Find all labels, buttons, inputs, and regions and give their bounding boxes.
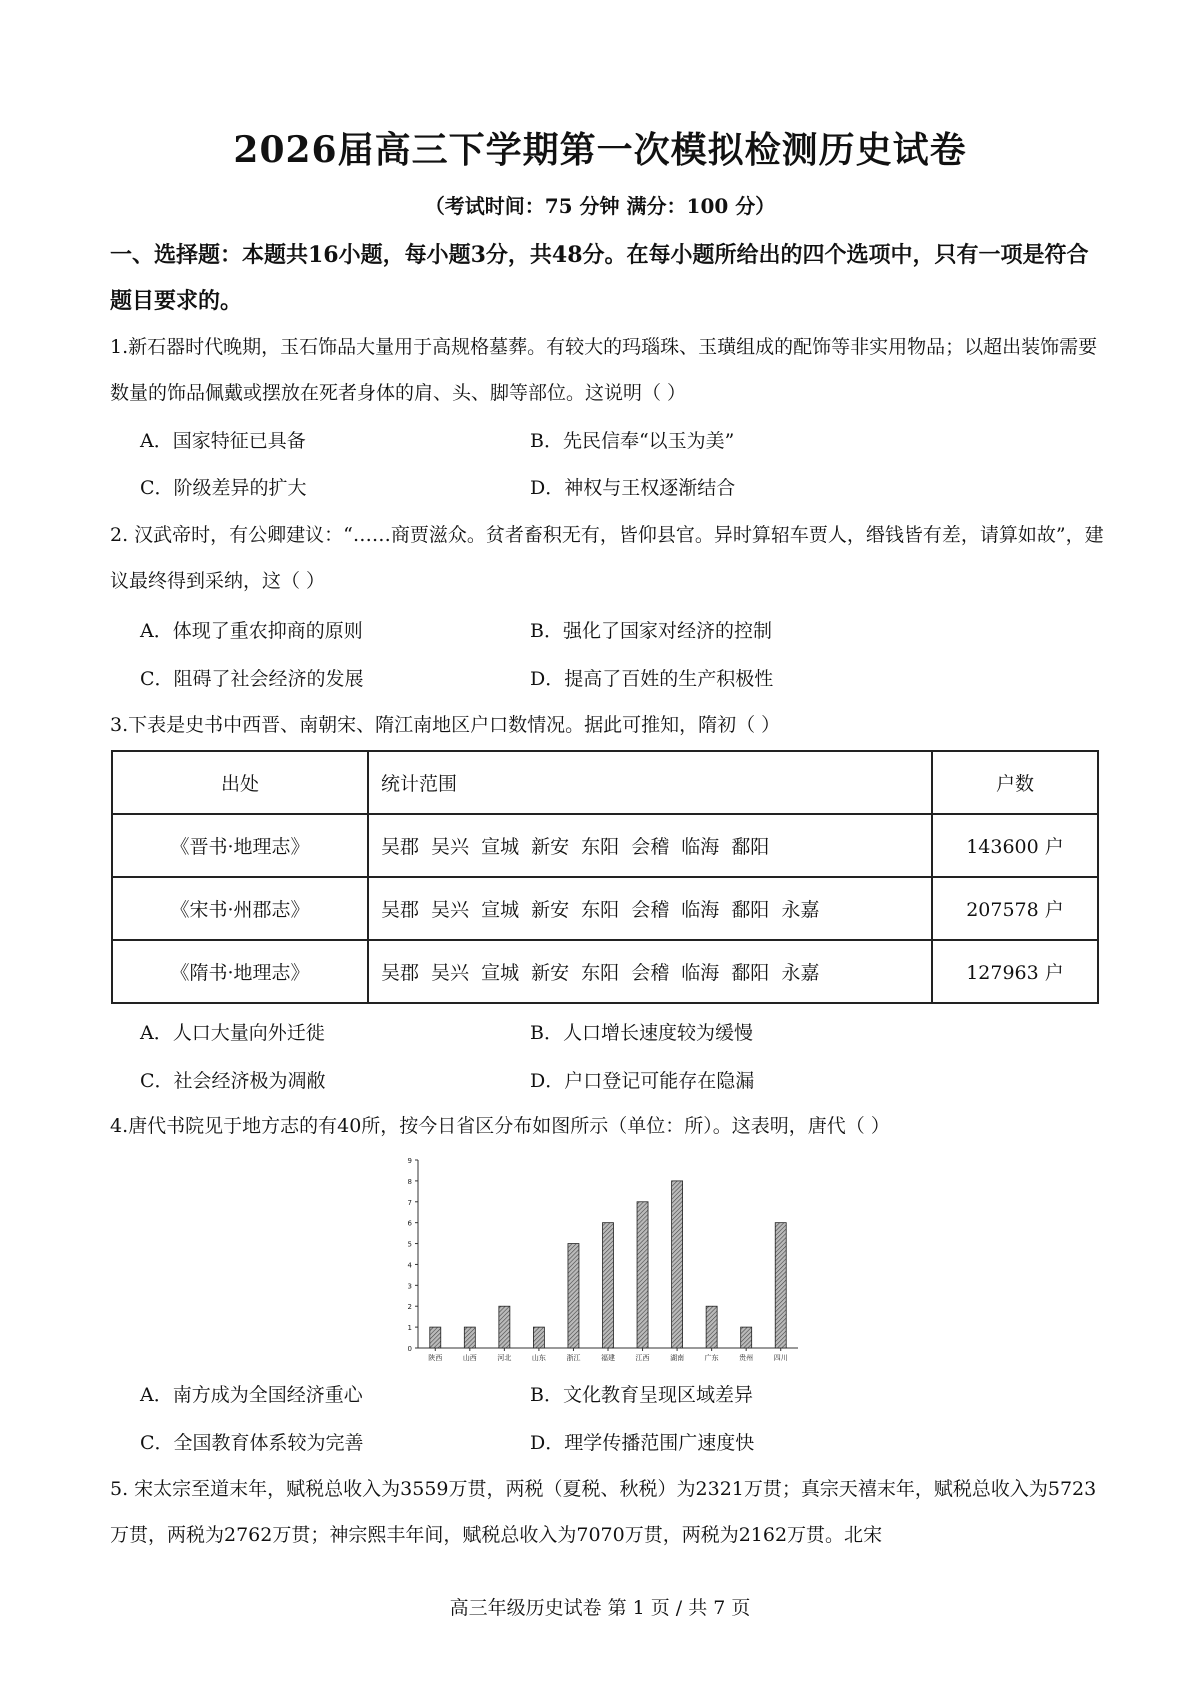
q4-option-d: D．理学传播范围广速度快 [530,1432,755,1454]
y-tick-label: 1 [407,1324,412,1333]
question-1-stem: 1.新石器时代晚期，玉石饰品大量用于高规格墓葬。有较大的玛瑙珠、玉璜组成的配饰等非实用物品；以超出装饰需要数量的饰品佩戴或摆放在死者身体的肩、头、脚等部位。这说明（ ） [110,336,1098,404]
table-header: 户数 [932,751,1098,814]
table-cell-scope: 吴郡 吴兴 宣城 新安 东阳 会稽 临海 鄱阳 永嘉 [368,877,932,940]
q4-option-b: B．文化教育呈现区域差异 [530,1384,753,1406]
x-tick-label: 湖南 [670,1354,685,1362]
page-footer: 高三年级历史试卷 第 1 页 / 共 7 页 [449,1597,751,1619]
bar [533,1327,544,1348]
q1-option-c: C．阶级差异的扩大 [140,477,307,499]
q3-option-c: C．社会经济极为凋敝 [140,1070,326,1092]
x-tick-label: 广东 [704,1354,719,1362]
y-tick-label: 2 [407,1303,412,1312]
x-tick-label: 河北 [497,1354,512,1362]
y-tick-label: 8 [407,1177,412,1186]
table-cell-scope: 吴郡 吴兴 宣城 新安 东阳 会稽 临海 鄱阳 永嘉 [368,940,932,1003]
table-header: 统计范围 [368,751,932,814]
table-cell-households: 143600 户 [932,814,1098,877]
q4-option-a: A．南方成为全国经济重心 [140,1384,363,1406]
q2-option-c: C．阻碍了社会经济的发展 [140,668,364,690]
question-2-stem: 2. 汉武帝时，有公卿建议：“……商贾滋众。贫者畜积无有，皆仰县官。异时算轺车贾人，缗钱皆有差，请算如故”，建议最终得到采纳，这（ ） [110,524,1104,592]
bar [464,1327,475,1348]
x-tick-label: 陕西 [428,1354,443,1362]
q1-option-d: D．神权与王权逐渐结合 [530,477,736,499]
table-cell-households: 207578 户 [932,877,1098,940]
bar [499,1306,510,1348]
question-4-stem: 4.唐代书院见于地方志的有40所，按今日省区分布如图所示（单位：所）。这表明，唐代（ ） [110,1115,890,1137]
question-5-stem: 5. 宋太宗至道末年，赋税总收入为3559万贯，两税（夏税、秋税）为2321万贯；真宗天禧末年，赋税总收入为5723万贯，两税为2762万贯；神宗熙丰年间，赋税总收入为7070万贯，两税为2162万贯。北宋 [110,1478,1097,1546]
q2-option-a: A．体现了重农抑商的原则 [140,620,363,642]
q1-option-b: B．先民信奉“以玉为美” [530,430,735,452]
table-cell-scope: 吴郡 吴兴 宣城 新安 东阳 会稽 临海 鄱阳 [368,814,932,877]
x-tick-label: 浙江 [566,1354,581,1362]
section-heading: 一、选择题：本题共16小题，每小题3分，共48分。在每小题所给出的四个选项中，只有一项是符合题目要求的。 [110,242,1089,314]
y-tick-label: 4 [407,1261,412,1270]
page-title: 2026届高三下学期第一次模拟检测历史试卷 [233,129,967,171]
y-tick-label: 5 [407,1240,412,1249]
bar [741,1327,752,1348]
bar [430,1327,441,1348]
y-tick-label: 0 [407,1345,412,1353]
household-table [111,750,1099,1004]
q3-option-a: A．人口大量向外迁徙 [140,1022,325,1044]
y-tick-label: 6 [407,1219,412,1228]
table-cell-source: 《隋书·地理志》 [112,940,368,1003]
q1-option-a: A．国家特征已具备 [140,430,306,452]
y-tick-label: 9 [407,1157,412,1165]
q3-option-d: D．户口登记可能存在隐漏 [530,1070,755,1092]
bar [706,1306,717,1348]
bar [637,1202,648,1348]
x-tick-label: 福建 [601,1354,615,1362]
x-tick-label: 贵州 [739,1354,754,1362]
table-row [112,940,1098,1003]
q2-option-b: B．强化了国家对经济的控制 [530,620,772,642]
bar [775,1223,786,1348]
table-header: 出处 [112,751,368,814]
table-row [112,814,1098,877]
question-3-stem: 3.下表是史书中西晋、南朝宋、隋江南地区户口数情况。据此可推知，隋初（ ） [110,714,781,736]
y-tick-label: 3 [407,1282,412,1291]
table-cell-source: 《晋书·地理志》 [112,814,368,877]
exam-info: （考试时间：75 分钟 满分：100 分） [424,194,776,218]
q4-option-c: C．全国教育体系较为完善 [140,1432,364,1454]
table-header-row [112,751,1098,814]
table-cell-source: 《宋书·州郡志》 [112,877,368,940]
x-tick-label: 山东 [531,1354,546,1362]
bar [568,1244,579,1348]
academy-distribution-chart [398,1150,808,1370]
x-tick-label: 江西 [635,1354,650,1362]
bar [603,1223,614,1348]
table-row [112,877,1098,940]
x-tick-label: 山西 [462,1354,477,1362]
bar [672,1181,683,1348]
q3-option-b: B．人口增长速度较为缓慢 [530,1022,753,1044]
x-tick-label: 四川 [773,1354,788,1362]
y-tick-label: 7 [407,1198,412,1207]
q2-option-d: D．提高了百姓的生产积极性 [530,668,774,690]
table-cell-households: 127963 户 [932,940,1098,1003]
